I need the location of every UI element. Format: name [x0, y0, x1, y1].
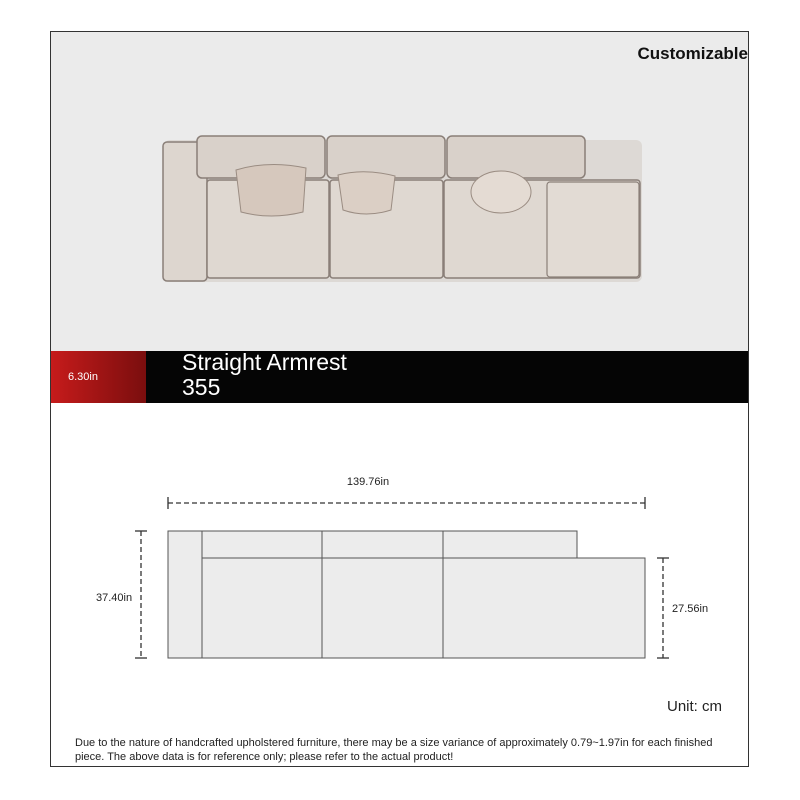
size-disclaimer: Due to the nature of handcrafted upholstered furniture, there may be a size variance of approximately 0.79~1.97in for each finished piece. The above data is for reference only; please refer to the actual product! [75, 737, 713, 763]
width-dimension-label: 139.76in [346, 476, 390, 488]
diagram-armrest [168, 531, 202, 658]
diagram-back-1 [202, 531, 322, 558]
banner-title-line1: Straight Armrest [182, 349, 347, 375]
banner-title-line2: 355 [182, 374, 221, 400]
customizable-badge: Customizable [637, 44, 748, 63]
banner-red-label: 6.30in [68, 371, 98, 383]
right-depth-label: 27.56in [672, 603, 709, 615]
left-depth-label: 37.40in [96, 592, 133, 604]
diagram-chaise [443, 558, 645, 658]
diagram-seat-1 [202, 558, 322, 658]
unit-label: Unit: cm [667, 698, 723, 715]
diagram-back-2 [322, 531, 443, 558]
diagram-seat-2 [322, 558, 443, 658]
diagram-back-3 [443, 531, 577, 558]
